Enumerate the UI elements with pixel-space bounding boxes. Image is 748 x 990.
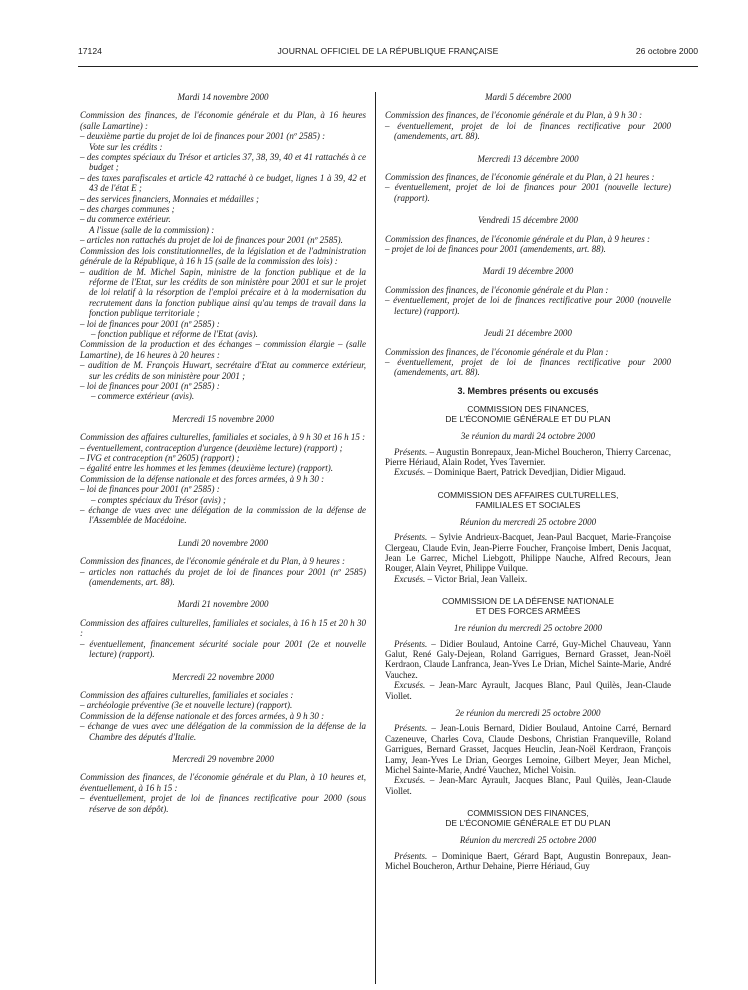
date-heading: Mardi 21 novembre 2000 bbox=[177, 599, 269, 610]
present-names: – Jean-Louis Bernard, Didier Boulaud, Antoine Carré, Bernard Cazeneuve, Charles Cova, Claude Desbons, Christian Franqueville, Roland Garrigues, Bernard Grasset, Jacques Heuclin, Jean-Noël Kerdraon, François Lamy, Jean-Yves Le Drian, Georges Lemoine, Gilbert Meyer, Jean Michel, Michel Sainte-Marie, André Vauchez, Michel Voisin. bbox=[385, 723, 671, 776]
agenda-item: – articles non rattachés du projet de loi de finances pour 2001 (nº 2585) (amendements, art. 88). bbox=[80, 566, 366, 588]
meeting-title: 2e réunion du mercredi 25 octobre 2000 bbox=[455, 708, 601, 719]
excused-names: – Victor Brial, Jean Valleix. bbox=[425, 573, 528, 584]
present-label: Présents. bbox=[394, 638, 428, 649]
agenda-item: – loi de finances pour 2001 (nº 2585) : bbox=[80, 484, 220, 495]
present-names: – Sylvie Andrieux-Bacquet, Jean-Paul Bacquet, Marie-Françoise Clergeau, Claude Evin, Jean-Pierre Foucher, Françoise Imbert, Denis Jacquat, Jean Le Garrec, Michel Liebgott, Philippe Nauche, Alfred Recours, Jean Rouger, Alain Veyret, Philippe Vuilque. bbox=[385, 532, 671, 574]
agenda-item: – des charges communes ; bbox=[80, 204, 175, 215]
agenda-item: – audition de M. Michel Sapin, ministre de la fonction publique et de la réforme de l'Etat, sur les crédits de son ministère pour 2001 et sur le projet de loi relatif à la résorption de l'emploi précaire et à la modernisation du recrutement dans la fonction publique ainsi qu'au temps de travail dans la fonction publique territoriale ; bbox=[80, 266, 366, 319]
date-heading: Mercredi 29 novembre 2000 bbox=[172, 753, 274, 764]
meeting-title: 3e réunion du mardi 24 octobre 2000 bbox=[460, 431, 596, 442]
commission-entry: Commission des affaires culturelles, familiales et sociales, à 16 h 15 et 20 h 30 : bbox=[80, 617, 366, 639]
commission-entry: Commission des affaires culturelles, familiales et sociales : bbox=[80, 689, 294, 700]
meeting-title: 1re réunion du mercredi 25 octobre 2000 bbox=[453, 623, 603, 634]
commission-entry: Commission des affaires culturelles, familiales et sociales, à 9 h 30 et 16 h 15 : bbox=[80, 432, 366, 443]
agenda-item: – éventuellement, contraception d'urgence (deuxième lecture) (rapport) ; bbox=[80, 442, 343, 453]
present-label: Présents. bbox=[394, 446, 428, 457]
section-title: 3. Membres présents ou excusés bbox=[457, 385, 599, 396]
agenda-note: A l'issue (salle de la commission) : bbox=[89, 224, 215, 235]
agenda-note: Vote sur les crédits : bbox=[89, 141, 163, 152]
meeting-title: Réunion du mercredi 25 octobre 2000 bbox=[459, 516, 597, 527]
meeting-title: Réunion du mercredi 25 octobre 2000 bbox=[459, 835, 597, 846]
commission-entry: Commission de la défense nationale et des forces armées, à 9 h 30 : bbox=[80, 710, 325, 721]
commission-entry: Commission de la défense nationale et des forces armées, à 9 h 30 : bbox=[80, 473, 325, 484]
commission-name: COMMISSION DES FINANCES, bbox=[467, 808, 589, 819]
commission-entry: Commission des finances, de l'économie générale et du Plan, à 9 h 30 : bbox=[385, 110, 643, 121]
commission-name: DE L'ÉCONOMIE GÉNÉRALE ET DU PLAN bbox=[445, 414, 611, 425]
page-number: 17124 bbox=[78, 46, 102, 56]
left-column bbox=[80, 92, 366, 814]
present-label: Présents. bbox=[394, 532, 428, 543]
attendance-present bbox=[385, 447, 671, 468]
agenda-item: – loi de finances pour 2001 (nº 2585) : bbox=[80, 380, 220, 391]
excused-names: – Jean-Marc Ayrault, Jacques Blanc, Paul Quilès, Jean-Claude Viollet. bbox=[385, 775, 671, 796]
agenda-item: – échange de vues avec une délégation de la commission de la défense de l'Assemblée de Macédoine. bbox=[80, 505, 366, 526]
commission-name: FAMILIALES ET SOCIALES bbox=[475, 499, 581, 510]
agenda-item: – éventuellement, projet de loi de finances pour 2001 (nouvelle lecture) (rapport). bbox=[385, 182, 671, 203]
date-heading: Lundi 20 novembre 2000 bbox=[178, 537, 268, 548]
commission-name: COMMISSION DE LA DÉFENSE NATIONALE bbox=[441, 596, 615, 607]
commission-entry: Commission des finances, de l'économie générale et du Plan : bbox=[385, 346, 609, 357]
commission-entry: Commission de la production et des échanges – commission élargie – (salle Lamartine), de 16 heures à 20 heures : bbox=[80, 339, 366, 360]
commission-entry: Commission des finances, de l'économie générale et du Plan, à 21 heures : bbox=[385, 172, 655, 183]
commission-entry: Commission des finances, de l'économie générale et du Plan : bbox=[385, 284, 609, 295]
commission-name: COMMISSION DES AFFAIRES CULTURELLES, bbox=[437, 489, 619, 500]
attendance-excused bbox=[385, 775, 671, 796]
agenda-item: – éventuellement, projet de loi de finances rectificative pour 2000 (nouvelle lecture) (rapport). bbox=[385, 295, 671, 316]
attendance-present bbox=[385, 723, 671, 775]
agenda-item: – éventuellement, projet de loi de finances rectificative pour 2000 (amendements, art. 88). bbox=[385, 120, 671, 142]
agenda-item: – projet de loi de finances pour 2001 (amendements, art. 88). bbox=[385, 244, 606, 255]
commission-entry: Commission des finances, de l'économie générale et du Plan, à 9 heures : bbox=[80, 556, 346, 567]
date-heading: Mercredi 15 novembre 2000 bbox=[172, 413, 274, 424]
commission-entry: Commission des finances, de l'économie générale et du Plan, à 16 heures (salle Lamartine) : bbox=[80, 110, 366, 131]
excused-names: – Dominique Baert, Patrick Devedjian, Didier Migaud. bbox=[425, 467, 626, 478]
excused-label: Excusés. bbox=[394, 775, 426, 786]
date-heading: Mercredi 13 décembre 2000 bbox=[477, 153, 579, 164]
excused-names: – Jean-Marc Ayrault, Jacques Blanc, Paul Quilès, Jean-Claude Viollet. bbox=[385, 680, 671, 701]
agenda-subitem: – comptes spéciaux du Trésor (avis) ; bbox=[91, 494, 226, 505]
commission-entry: Commission des lois constitutionnelles, de la législation et de l'administration générale de la République, à 16 h 15 (salle de la commission des lois) : bbox=[80, 245, 366, 267]
agenda-item: – des comptes spéciaux du Trésor et articles 37, 38, 39, 40 et 41 rattachés à ce budget ; bbox=[80, 152, 366, 173]
agenda-item: – échange de vues avec une délégation de la commission de la défense de la Chambre des députés d'Italie. bbox=[80, 721, 366, 742]
journal-title: JOURNAL OFFICIEL DE LA RÉPUBLIQUE FRANÇAISE bbox=[277, 46, 499, 56]
agenda-item: – des services financiers, Monnaies et médailles ; bbox=[80, 193, 259, 204]
attendance-present bbox=[385, 851, 671, 872]
present-names: – Augustin Bonrepaux, Jean-Michel Boucheron, Thierry Carcenac, Pierre Hériaud, Alain Rodet, Yves Tavernier. bbox=[385, 446, 671, 467]
agenda-item: – des taxes parafiscales et article 42 rattaché à ce budget, lignes 1 à 39, 42 et 43 de l'état E ; bbox=[80, 172, 366, 194]
agenda-subitem: – fonction publique et réforme de l'Etat (avis). bbox=[91, 328, 258, 339]
present-label: Présents. bbox=[394, 850, 428, 861]
agenda-item: – éventuellement, projet de loi de finances rectificative pour 2000 (sous réserve de son dépôt). bbox=[80, 793, 366, 814]
header-rule bbox=[78, 66, 698, 67]
present-names: – Didier Boulaud, Antoine Carré, Guy-Michel Chauveau, Yann Galut, René Galy-Dejean, Roland Garrigues, Bernard Grasset, Jean-Noël Kerdraon, Claude Lanfranca, Jean-Yves Le Drian, Michel Sainte-Marie, André Vauchez. bbox=[385, 638, 671, 680]
commission-name: COMMISSION DES FINANCES, bbox=[467, 404, 589, 415]
attendance-excused bbox=[385, 467, 671, 477]
date-heading: Mardi 5 décembre 2000 bbox=[484, 92, 572, 102]
date-heading: Mardi 14 novembre 2000 bbox=[177, 92, 269, 102]
date-heading: Jeudi 21 décembre 2000 bbox=[484, 328, 572, 339]
agenda-item: – articles non rattachés du projet de loi de finances pour 2001 (nº 2585). bbox=[80, 235, 343, 246]
page-header bbox=[78, 46, 698, 62]
excused-label: Excusés. bbox=[394, 680, 426, 691]
agenda-item: – IVG et contraception (nº 2605) (rapport) ; bbox=[80, 453, 240, 463]
column-divider bbox=[375, 92, 376, 984]
attendance-present bbox=[385, 639, 671, 681]
date-heading: Mardi 19 décembre 2000 bbox=[482, 266, 574, 277]
agenda-item: – deuxième partie du projet de loi de finances pour 2001 (nº 2585) : bbox=[80, 131, 326, 142]
commission-entry: Commission des finances, de l'économie générale et du Plan, à 10 heures et, éventuellement, à 16 h 15 : bbox=[80, 772, 366, 793]
agenda-item: – audition de M. François Huwart, secrétaire d'Etat au commerce extérieur, sur les crédits de son ministère pour 2001 ; bbox=[80, 360, 366, 381]
agenda-item: – éventuellement, projet de loi de finances rectificative pour 2000 (amendements, art. 88). bbox=[385, 356, 671, 378]
agenda-item: – archéologie préventive (3e et nouvelle lecture) (rapport). bbox=[80, 700, 293, 711]
issue-date: 26 octobre 2000 bbox=[635, 46, 698, 56]
date-heading: Mercredi 22 novembre 2000 bbox=[172, 671, 274, 682]
commission-name: DE L'ÉCONOMIE GÉNÉRALE ET DU PLAN bbox=[445, 818, 611, 829]
agenda-subitem: – commerce extérieur (avis). bbox=[91, 391, 195, 402]
present-names: – Dominique Baert, Gérard Bapt, Augustin Bonrepaux, Jean-Michel Boucheron, Arthur Dehaine, Pierre Hériaud, Guy bbox=[385, 850, 671, 872]
attendance-excused bbox=[385, 680, 671, 701]
agenda-item: – égalité entre les hommes et les femmes (deuxième lecture) (rapport). bbox=[80, 463, 334, 474]
agenda-item: – du commerce extérieur. bbox=[80, 214, 171, 225]
present-label: Présents. bbox=[394, 723, 428, 734]
agenda-item: – éventuellement, financement sécurité sociale pour 2001 (2e et nouvelle lecture) (rapport). bbox=[80, 638, 366, 660]
excused-label: Excusés. bbox=[394, 573, 426, 584]
commission-entry: Commission des finances, de l'économie générale et du Plan, à 9 heures : bbox=[385, 233, 651, 244]
date-heading: Vendredi 15 décembre 2000 bbox=[477, 215, 579, 226]
attendance-excused bbox=[385, 574, 671, 584]
agenda-item: – loi de finances pour 2001 (nº 2585) : bbox=[80, 318, 220, 329]
right-column bbox=[385, 92, 671, 872]
attendance-present bbox=[385, 532, 671, 574]
commission-name: ET DES FORCES ARMÉES bbox=[475, 606, 581, 617]
excused-label: Excusés. bbox=[394, 467, 426, 478]
